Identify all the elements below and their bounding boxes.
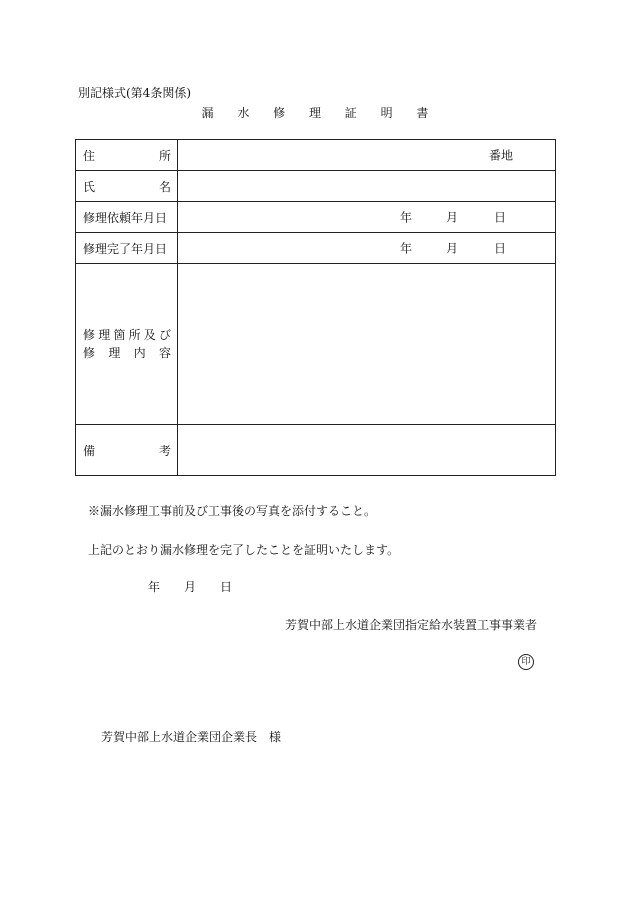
issue-date-day: 日 <box>220 580 233 594</box>
seal-mark: 印 <box>518 654 534 670</box>
request-date-field[interactable]: 年 月 日 <box>178 202 556 233</box>
table-row-address <box>76 140 556 171</box>
remarks-label: 備 考 <box>76 425 178 476</box>
name-label: 氏 名 <box>76 171 178 202</box>
form-label: 別記様式(第4条関係) <box>78 86 191 100</box>
certification-statement: 上記のとおり漏水修理を完了したことを証明いたします。 <box>88 543 400 557</box>
document-title: 漏 水 修 理 証 明 書 <box>201 106 439 120</box>
table-row-complete-date <box>76 233 556 264</box>
address-suffix: 番地 <box>488 148 513 163</box>
table-row-request-date <box>76 202 556 233</box>
repair-content-label: 修 理 箇 所 及 び 修 理 内 容 <box>76 264 178 425</box>
address-field[interactable] <box>178 140 556 171</box>
issue-date-year: 年 <box>148 580 161 594</box>
photo-note: ※漏水修理工事前及び工事後の写真を添付すること。 <box>88 504 377 518</box>
table-row-repair-content <box>76 264 556 425</box>
complete-date-label: 修理完了年月日 <box>76 233 178 264</box>
contractor-name: 芳賀中部上水道企業団指定給水装置工事事業者 <box>285 618 538 632</box>
issue-date-month: 月 <box>184 580 197 594</box>
complete-date-field[interactable]: 年 月 日 <box>178 233 556 264</box>
table-row-remarks <box>76 425 556 476</box>
address-label: 住 所 <box>76 140 178 171</box>
addressee: 芳賀中部上水道企業団企業長 様 <box>101 730 282 744</box>
request-date-label: 修理依頼年月日 <box>76 202 178 233</box>
remarks-field[interactable] <box>178 425 556 476</box>
name-field[interactable] <box>178 171 556 202</box>
table-row-name <box>76 171 556 202</box>
certificate-table <box>75 139 556 476</box>
repair-content-field[interactable] <box>178 264 556 425</box>
